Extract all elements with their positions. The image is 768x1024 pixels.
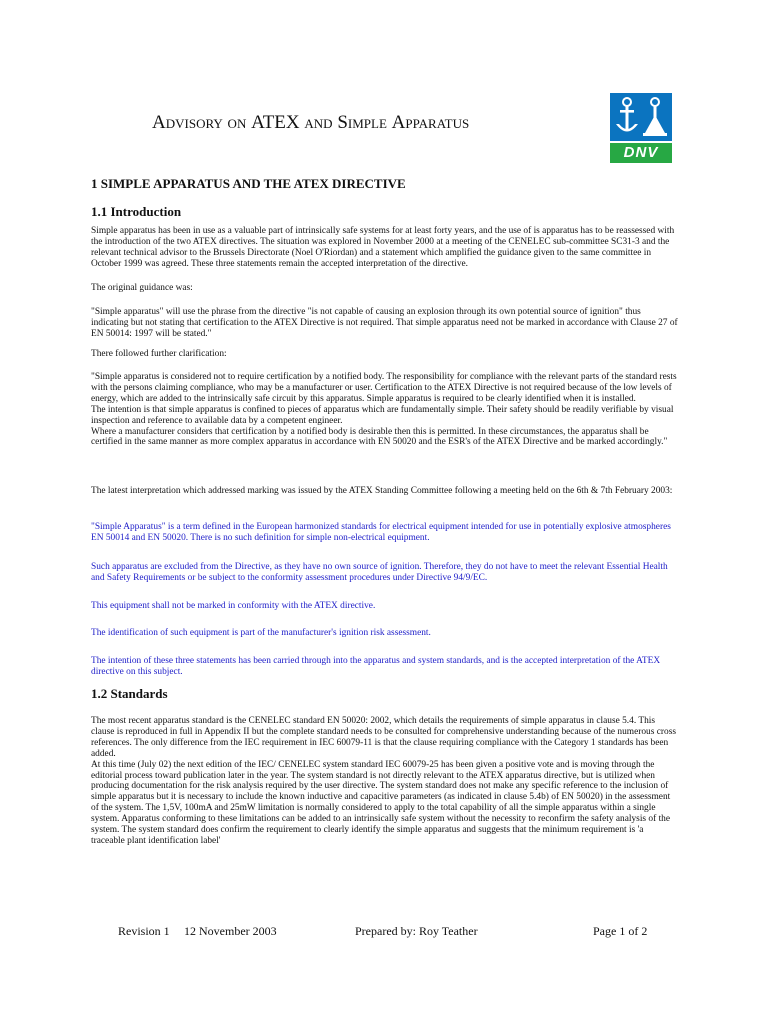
intro-paragraph: "Simple apparatus" will use the phrase from the directive "is not capable of causing an explosion through its own potential source of ignition" thus indicating but not stating that certification to the ATEX Directive is not required. That simple apparatus need not be marked in accordance with Clause 27 of EN 50014: 1997 will be stated." [91, 307, 678, 339]
footer-date: 12 November 2003 [184, 924, 277, 938]
intro-paragraph: The latest interpretation which addressed marking was issued by the ATEX Standing Committee following a meeting held on the 6th & 7th February 2003: [91, 486, 673, 496]
intro-paragraph: There followed further clarification: [91, 349, 227, 359]
blue-statement: This equipment shall not be marked in conformity with the ATEX directive. [91, 601, 376, 611]
document-title [152, 112, 602, 134]
section-heading: 1 SIMPLE APPARATUS AND THE ATEX DIRECTIVE [91, 176, 406, 191]
logo-wordmark: DNV [610, 143, 672, 163]
subsection-heading-introduction: 1.1 Introduction [91, 204, 182, 219]
dnv-logo [610, 93, 672, 163]
title-part: and [299, 112, 338, 133]
blue-statement: "Simple Apparatus" is a term defined in the European harmonized standards for electrical equipment intended for use in potentially explosive atmospheres EN 50014 and EN 50020. There is no such definition for simple non-electrical equipment. [91, 522, 671, 543]
blue-statement: The intention of these three statements has been carried through into the apparatus and system standards, and is the accepted interpretation of the ATEX directive on this subject. [91, 656, 661, 677]
blue-statement: The identification of such equipment is part of the manufacturer's ignition risk assessment. [91, 628, 431, 638]
intro-paragraph: The original guidance was: [91, 283, 193, 293]
intro-paragraph: Simple apparatus has been in use as a valuable part of intrinsically safe systems for at least forty years, and the use of is apparatus has to be reassessed with the introduction of the two ATEX directives. The situation was explored in November 2000 at a meeting of the CENELEC sub-committee SC31-3 and the relevant technical advisor to the Brussels Directorate (Noel O'Riordan) and a statement which amplified the guidance given to the same committee in October 1999 was agreed. These three statements remain the accepted interpretation of the directive. [91, 226, 675, 269]
standards-paragraph: The most recent apparatus standard is the CENELEC standard EN 50020: 2002, which details the requirements of simple apparatus in clause 5.4. This clause is reproduced in full in Appendix II but the complete standard needs to be consulted for comprehensive understanding because of the numerous cross references. The only difference from the IEC requirement in IEC 60079-11 is that the clause requiring compliance with the Category 1 standards has been added. At this time (July 02) the next edition of the IEC/ CENELEC system standard IEC 60079-25 has been given a positive vote and is moving through the editorial process toward publication later in the year. The system standard is not directly relevant to the ATEX apparatus directive, but is utilized when producing documentation for the risk analysis required by the user directive. The system standard does not make any specific reference to the inclusion of simple apparatus but it is necessary to include the known inductive and capacitive parameters (as indicated in clause 5.4b) of EN 50020) in the assessment of the system. The 1,5V, 100mA and 25mW limitation is normally considered to apply to the total capability of all the simple apparatus within a single system. Apparatus conforming to these limitations can be added to an intrinsically safe system without the necessity to reconfirm the safety analysis of the system. The system standard does confirm the requirement to clearly identify the simple apparatus and suggests that the minimum requirement is 'a traceable plant identification label' [91, 716, 676, 846]
title-part: Simple [337, 112, 392, 133]
footer-prepared-by: Prepared by: Roy Teather [355, 924, 478, 938]
title-part: ATEX [251, 112, 300, 133]
intro-paragraph: "Simple apparatus is considered not to require certification by a notified body. The responsibility for compliance with the relevant parts of the standard rests with the persons claiming compliance, who may be a manufacturer or user. Certification to the ATEX Directive is not required because of the low levels of energy, which are added to the intrinsically safe circuit by this apparatus. Simple apparatus is required to be clearly identified when it is installed. The intention is that simple apparatus is confined to pieces of apparatus which are fundamentally simple. Their safety should be readily verifiable by visual inspection and reference to available data by a competent engineer. Where a manufacturer considers that certification by a notified body is desirable then this is permitted. In these circumstances, the apparatus shall be certified in the same manner as more complex apparatus in accordance with EN 50020 and the ESR's of the ATEX Directive and be marked accordingly." [91, 372, 677, 448]
title-part: Apparatus [391, 112, 470, 133]
subsection-heading-standards: 1.2 Standards [91, 686, 168, 701]
blue-statement: Such apparatus are excluded from the Directive, as they have no own source of ignition. Therefore, they do not have to meet the relevant Essential Health and Safety Requirements or be subject to the conformity assessment procedures under Directive 94/9/EC. [91, 562, 668, 583]
anchor-icon [610, 93, 672, 141]
footer-page-number: Page 1 of 2 [593, 924, 648, 938]
title-part: Advisory on [152, 112, 252, 133]
footer-revision: Revision 1 [118, 924, 170, 938]
